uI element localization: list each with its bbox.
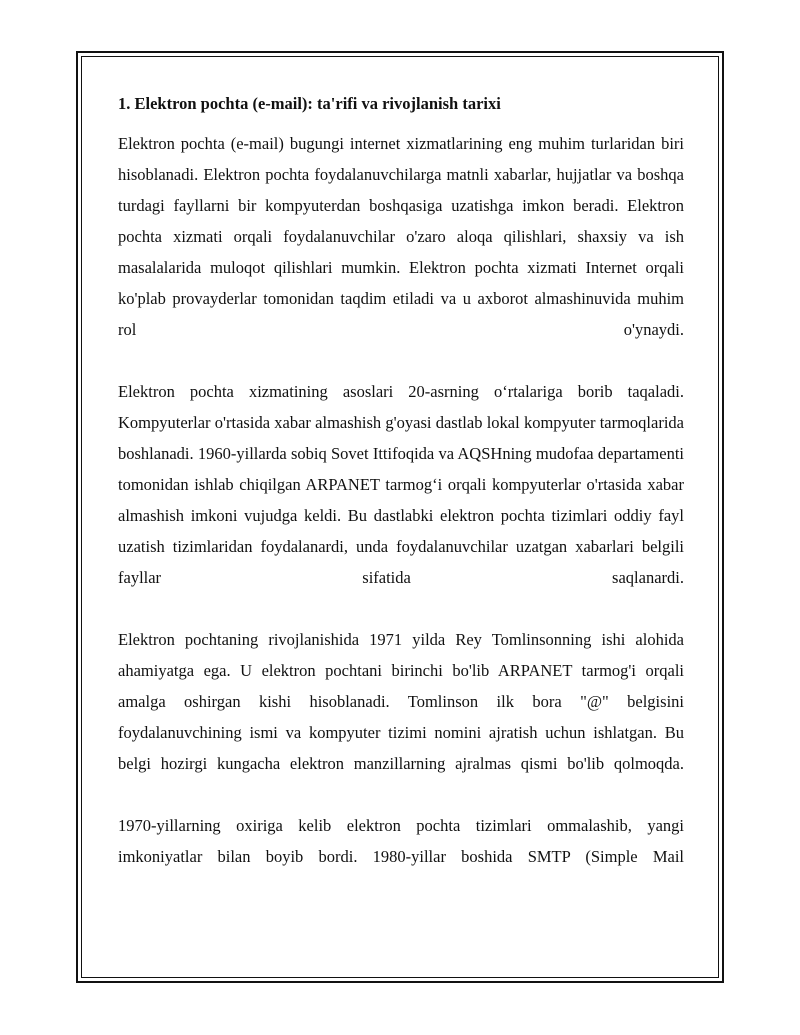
paragraph-tomlinson: Elektron pochtaning rivojlanishida 1971 yilda Rey Tomlinsonning ishi alohida ahamiyatga ega. U elektron pochtani birinchi bo'lib ARPANET tarmog'i orqali amalga oshirgan kishi hisoblanadi. Tomlinson ilk bora "@" belgisini foydalanuvchining ismi va kompyuter tizimi nomini ajratish uchun ishlatgan. Bu belgi hozirgi kungacha elektron manzillarning ajralmas qismi bo'lib qolmoqda. bbox=[118, 630, 684, 773]
paragraph-1970s: 1970-yillarning oxiriga kelib elektron pochta tizimlari ommalashib, yangi imkoniyatlar bilan boyib bordi. 1980-yillar boshida SMTP (Simple Mail bbox=[118, 816, 684, 866]
section-heading: 1. Elektron pochta (e-mail): ta'rifi va rivojlanish tarixi bbox=[118, 94, 501, 113]
paragraph-origins: Elektron pochta xizmatining asoslari 20-asrning o‘rtalariga borib taqaladi. Kompyuterlar o'rtasida xabar almashish g'oyasi dastlab lokal kompyuter tarmoqlarida boshlanadi. 1960-yillarda sobiq Sovet Ittifoqida va AQSHning mudofaa departamenti tomonidan ishlab chiqilgan ARPANET tarmog‘i orqali kompyuterlar o'rtasida xabar almashish imkoni vujudga keldi. Bu dastlabki elektron pochta tizimlari oddiy fayl uzatish tizimlaridan foydalanardi, unda foydalanuvchilar uzatgan xabarlari belgili fayllar sifatida saqlanardi. bbox=[118, 382, 684, 587]
document-body bbox=[118, 92, 684, 872]
paragraph-definition: Elektron pochta (e-mail) bugungi internet xizmatlarining eng muhim turlaridan biri hisoblanadi. Elektron pochta foydalanuvchilarga matnli xabarlar, hujjatlar va boshqa turdagi fayllarni bir kompyuterdan boshqasiga uzatishga imkon beradi. Elektron pochta xizmati orqali foydalanuvchilar o'zaro aloqa qilishlari, shaxsiy va ish masalalarida muloqot qilishlari mumkin. Elektron pochta xizmati Internet orqali ko'plab provayderlar tomonidan taqdim etiladi va u axborot almashinuvida muhim rol o'ynaydi. bbox=[118, 134, 684, 339]
